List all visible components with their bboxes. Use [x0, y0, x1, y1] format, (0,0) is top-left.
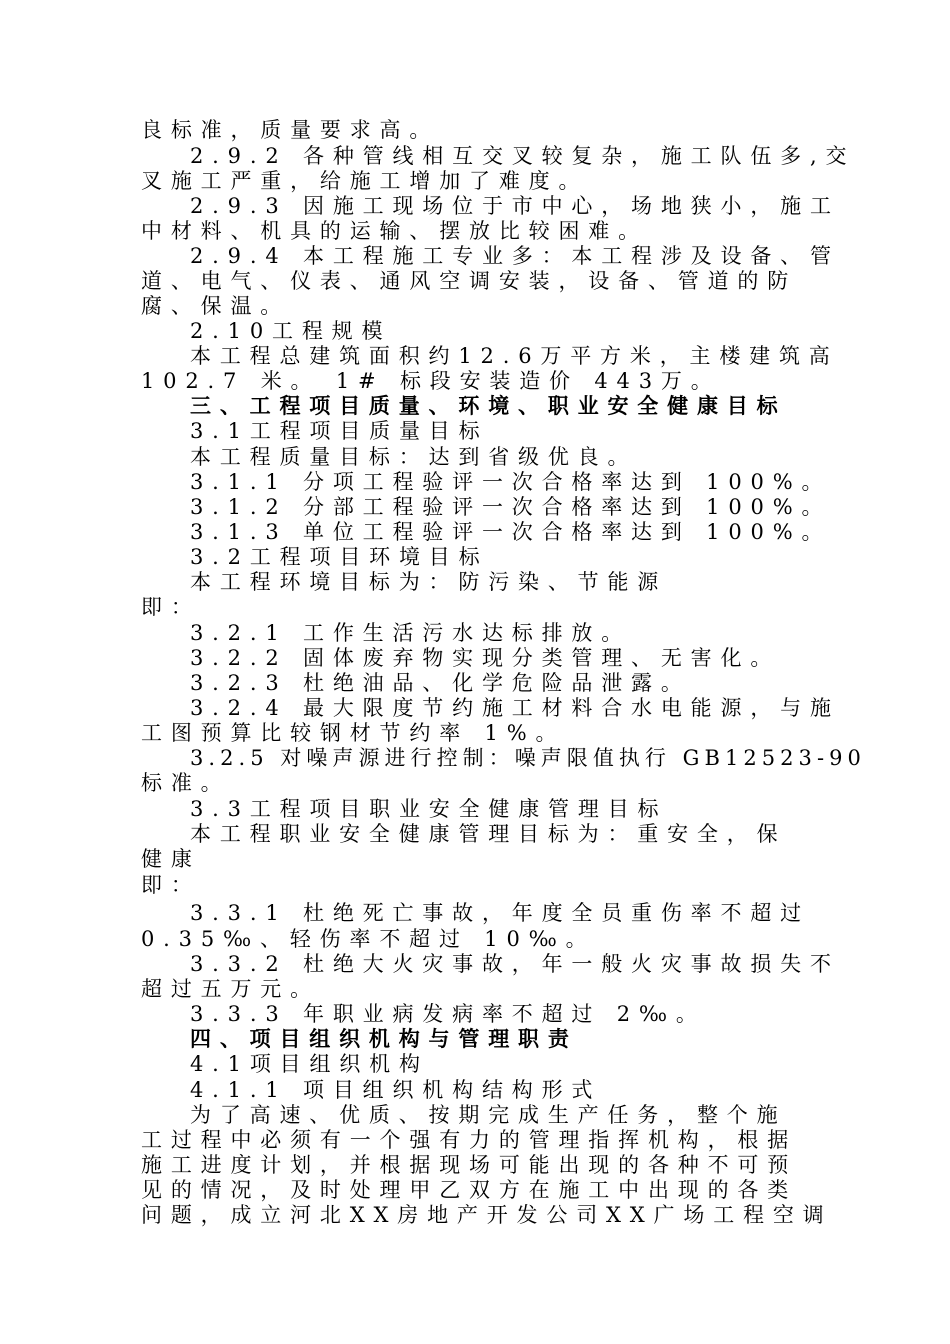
section-heading: 3.1工程项目质量目标	[190, 419, 489, 443]
text-line: 本工程环境目标为：防污染、节能源	[190, 570, 668, 594]
text-line: 即：	[141, 873, 201, 897]
section-heading: 3.2工程项目环境目标	[190, 545, 489, 569]
text-line: 为了高速、优质、按期完成生产任务，整个施	[190, 1103, 787, 1127]
section-heading: 2.10工程规模	[190, 319, 392, 343]
text-line: 叉施工严重，给施工增加了难度。	[141, 169, 589, 193]
text-line: 3.2.1 工作生活污水达标排放。	[190, 621, 632, 645]
text-line: 施工进度计划，并根据现场可能出现的各种不可预	[141, 1153, 798, 1177]
text-line: 标准。	[141, 771, 231, 795]
text-line: 超过五万元。	[141, 977, 320, 1001]
chapter-heading: 四、项目组织机构与管理职责	[190, 1026, 578, 1051]
text-line: 工图预算比较钢材节约率 1%。	[141, 721, 566, 745]
text-line: 本工程质量目标：达到省级优良。	[190, 445, 638, 469]
text-line: 4.1.1 项目组织机构结构形式	[190, 1078, 602, 1102]
text-line: 2.9.4 本工程施工专业多：本工程涉及设备、管	[190, 244, 840, 268]
text-line: 102.7 米。 1# 标段安装造价 443万。	[141, 369, 721, 393]
text-line: 3.2.3 杜绝油品、化学危险品泄露。	[190, 671, 691, 695]
text-line: 问题，成立河北XX房地产开发公司XX广场工程空调	[141, 1203, 833, 1227]
text-line: 见的情况，及时处理甲乙双方在施工中出现的各类	[141, 1178, 798, 1202]
text-line: 3.3.2 杜绝大火灾事故，年一般火灾事故损失不	[190, 952, 840, 976]
text-line: 3.1.2 分部工程验评一次合格率达到 100%。	[190, 495, 832, 519]
text-line: 工过程中必须有一个强有力的管理指挥机构，根据	[141, 1128, 798, 1152]
text-line: 本工程总建筑面积约12.6万平方米，主楼建筑高	[190, 344, 839, 368]
text-line: 中材料、机具的运输、摆放比较困难。	[141, 219, 648, 243]
text-line: 3.1.3 单位工程验评一次合格率达到 100%。	[190, 520, 832, 544]
text-line: 2.9.2 各种管线相互交叉较复杂，施工队伍多,交	[190, 144, 856, 168]
text-line: 道、电气、仪表、通风空调安装，设备、管道的防	[141, 269, 798, 293]
text-line: 良标准，质量要求高。	[141, 118, 440, 142]
text-line: 3.1.1 分项工程验评一次合格率达到 100%。	[190, 470, 832, 494]
text-line: 3.3.3 年职业病发病率不超过 2‰。	[190, 1002, 706, 1026]
text-line: 3.2.5 对噪声源进行控制：噪声限值执行 GB12523-90	[190, 746, 866, 770]
text-line: 3.2.4 最大限度节约施工材料合水电能源，与施	[190, 696, 840, 720]
text-line: 2.9.3 因施工现场位于市中心，场地狭小，施工	[190, 194, 840, 218]
text-line: 健康	[141, 847, 201, 871]
section-heading: 3.3工程项目职业安全健康管理目标	[190, 797, 668, 821]
text-line: 0.35‰、轻伤率不超过 10‰。	[141, 927, 596, 951]
text-line: 3.3.1 杜绝死亡事故，年度全员重伤率不超过	[190, 901, 810, 925]
chapter-heading: 三、工程项目质量、环境、职业安全健康目标	[190, 393, 787, 418]
text-line: 即：	[141, 595, 201, 619]
text-line: 腐、保温。	[141, 294, 291, 318]
text-line: 3.2.2 固体废弃物实现分类管理、无害化。	[190, 646, 781, 670]
text-line: 本工程职业安全健康管理目标为：重安全，保	[190, 822, 787, 846]
section-heading: 4.1项目组织机构	[190, 1052, 429, 1076]
